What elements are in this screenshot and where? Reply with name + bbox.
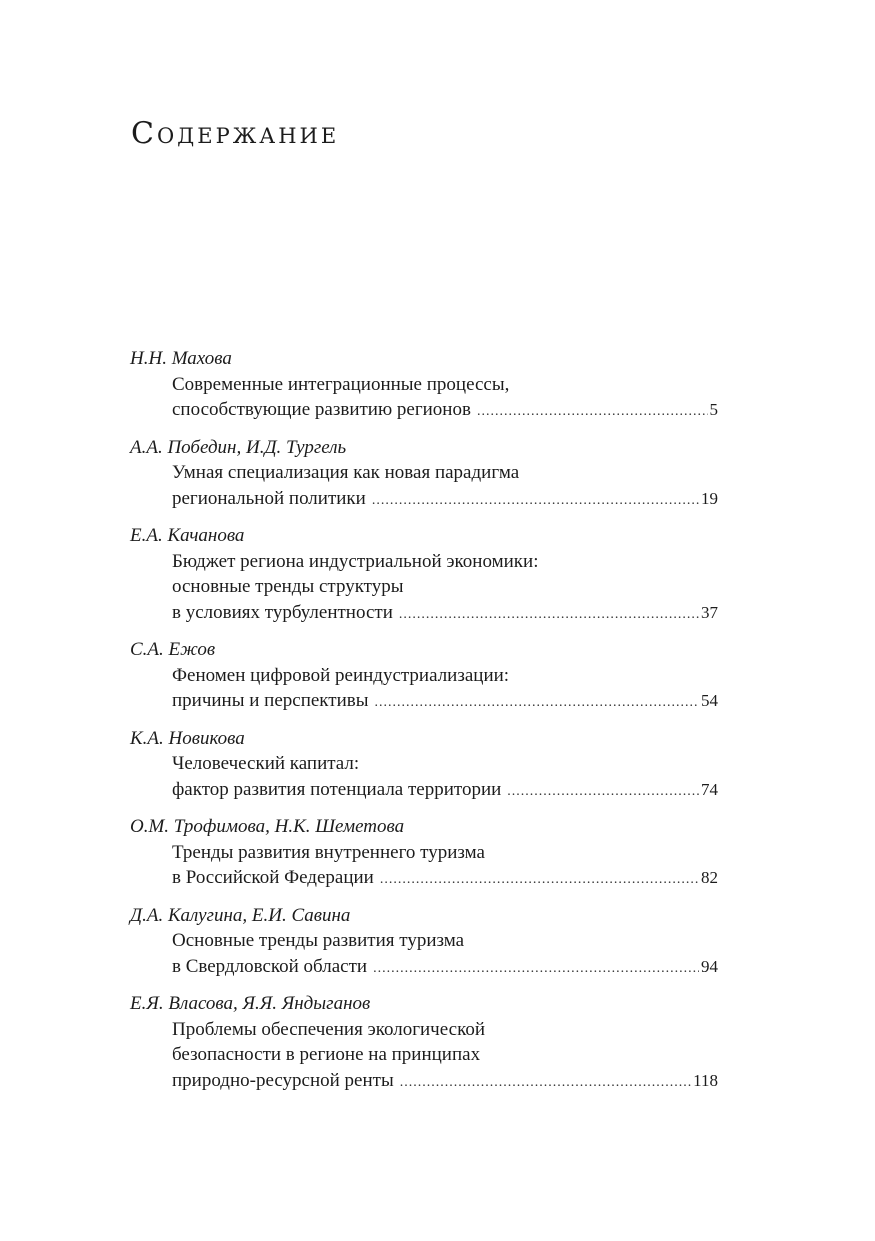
toc-title — [172, 663, 718, 714]
toc-last-line — [172, 1068, 718, 1094]
toc-title-line: основные тренды структуры — [172, 576, 404, 597]
toc-author: А.А. Победин, И.Д. Тургель — [130, 436, 347, 458]
toc-title-line: региональной политики — [172, 487, 366, 509]
toc-page-number[interactable]: 118 — [693, 1070, 718, 1090]
toc-page-number[interactable]: 37 — [701, 602, 718, 622]
toc-title-line: природно-ресурсной ренты — [172, 1069, 394, 1091]
toc-author: Е.Я. Власова, Я.Я. Яндыганов — [130, 993, 371, 1014]
toc-title-line: Умная специализация как новая парадигма — [172, 462, 520, 483]
toc-entry[interactable] — [130, 435, 718, 512]
toc-title — [172, 840, 718, 891]
toc-title-line: Человеческий капитал: — [172, 753, 360, 774]
toc-last-line — [172, 600, 718, 626]
toc-last-line — [172, 397, 718, 423]
toc-author: Д.А. Калугина, Е.И. Савина — [130, 904, 351, 926]
toc-title-line: Проблемы обеспечения экологической — [172, 1018, 486, 1040]
toc-title — [172, 928, 718, 979]
toc-last-line — [172, 486, 718, 512]
toc-title-line: в условиях турбулентности — [172, 601, 393, 623]
table-of-contents — [130, 346, 718, 1105]
toc-entry[interactable] — [130, 637, 718, 714]
toc-title-line: фактор развития потенциала территории — [172, 778, 502, 800]
toc-author: Е.А. Качанова — [130, 525, 245, 546]
toc-title-line: Современные интеграционные процессы, — [172, 373, 510, 395]
toc-entry[interactable] — [130, 523, 718, 625]
toc-title-line: причины и перспективы — [172, 690, 369, 711]
toc-entry[interactable] — [130, 991, 718, 1093]
toc-page-number[interactable]: 82 — [701, 868, 718, 887]
toc-leader-dots — [380, 867, 699, 893]
toc-page-number[interactable]: 74 — [701, 779, 718, 799]
toc-last-line — [172, 777, 718, 803]
toc-title — [172, 549, 718, 626]
toc-title-line: Бюджет региона индустриальной экономики: — [172, 550, 539, 572]
toc-last-line — [172, 954, 718, 980]
toc-entry[interactable] — [130, 726, 718, 803]
toc-author: С.А. Ежов — [130, 639, 216, 660]
toc-leader-dots — [373, 956, 699, 982]
toc-title-line: Феномен цифровой реиндустриализации: — [172, 664, 510, 686]
toc-entry[interactable] — [130, 346, 718, 423]
toc-leader-dots — [375, 690, 700, 716]
toc-page-number[interactable]: 94 — [701, 956, 718, 976]
toc-title-line: безопасности в регионе на принципах — [172, 1044, 481, 1065]
toc-leader-dots — [372, 488, 699, 514]
toc-author: Н.Н. Махова — [130, 348, 232, 369]
page-title: Содержание — [131, 116, 340, 151]
toc-title — [172, 460, 718, 511]
toc-entry[interactable] — [130, 903, 718, 980]
toc-title-line: Тренды развития внутреннего туризма — [172, 841, 485, 863]
toc-title-line: в Российской Федерации — [172, 867, 374, 888]
toc-title — [172, 1017, 718, 1094]
toc-title-line: в Свердловской области — [172, 955, 368, 977]
toc-page-number[interactable]: 5 — [709, 400, 718, 419]
toc-leader-dots — [477, 399, 708, 425]
toc-leader-dots — [400, 1070, 691, 1096]
toc-author: К.А. Новикова — [130, 727, 245, 749]
toc-author: О.М. Трофимова, Н.К. Шеметова — [130, 816, 405, 837]
toc-leader-dots — [399, 602, 699, 628]
toc-entry[interactable] — [130, 814, 718, 891]
toc-title — [172, 751, 718, 802]
toc-page-number[interactable]: 54 — [701, 691, 718, 710]
toc-title-line: Основные тренды развития туризма — [172, 930, 465, 951]
toc-page-number[interactable]: 19 — [701, 488, 718, 508]
toc-title — [172, 372, 718, 423]
toc-leader-dots — [507, 779, 699, 805]
toc-title-line: способствующие развитию регионов — [172, 399, 471, 420]
toc-last-line — [172, 688, 718, 714]
toc-last-line — [172, 865, 718, 891]
